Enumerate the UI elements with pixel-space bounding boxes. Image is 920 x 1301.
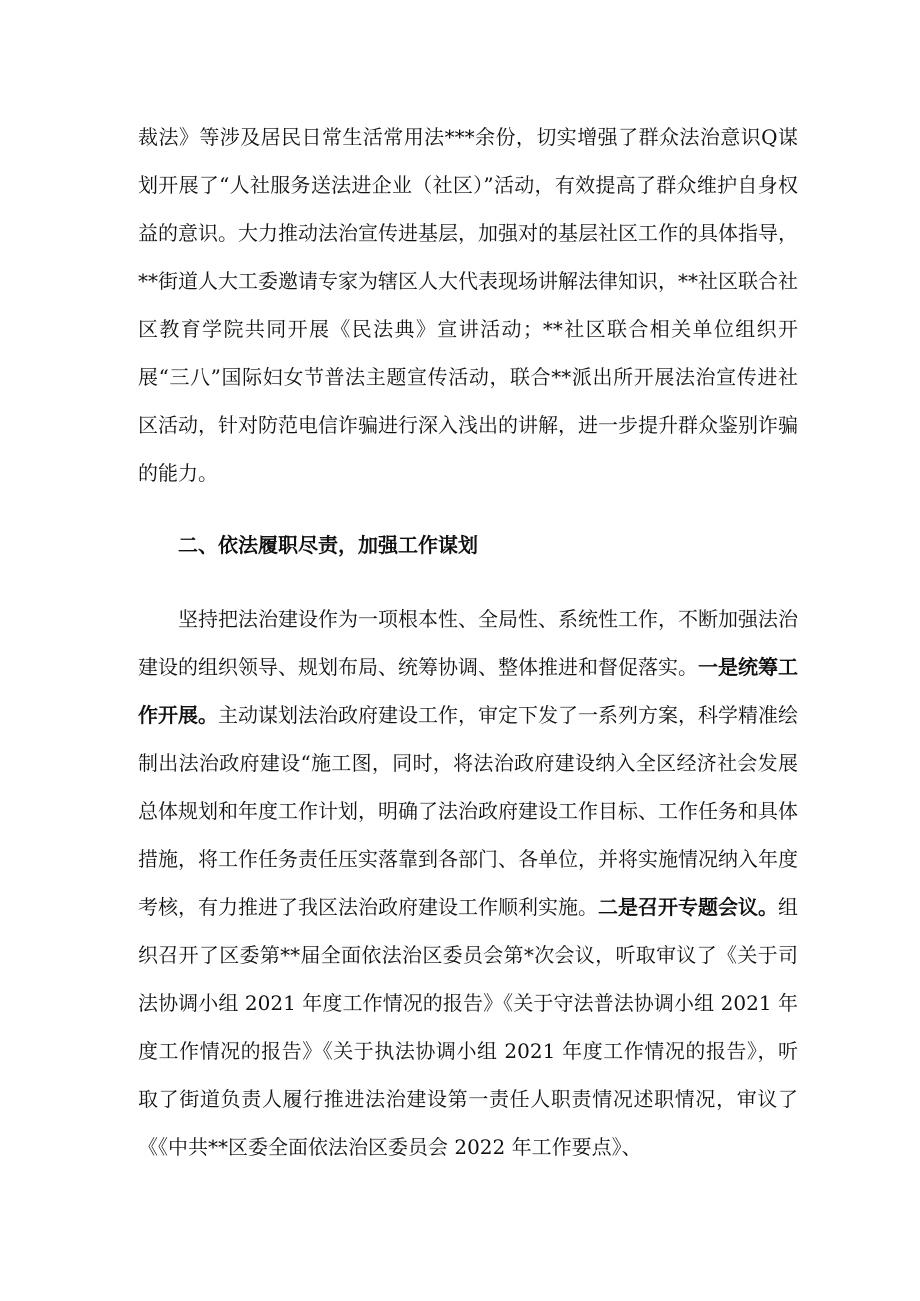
document-body [138,113,798,1171]
point-2-title: 二是召开专题会议。 [598,895,778,919]
point-1-title: 一是统筹工作开展。 [138,655,798,727]
spacer [138,497,798,521]
spacer [138,569,798,595]
paragraph-work-planning [138,595,798,1171]
point-2-body: 组织召开了区委第**届全面依法治区委员会第*次会议，听取审议了《关于司法协调小组 2021 年度工作情况的报告》《关于守法普法协调小组 2021 年度工作情况的报告》《关于执法协调小组 2021 年度工作情况的报告》，听取了街道负责人履行推进法治建设第一责任人职责情况述职情况，审议了《《中共**区委全面依法治区委员会 2022 年工作要点》、 [138,895,798,1159]
paragraph-law-publicity-text: 裁法》等涉及居民日常生活常用法***余份，切实增强了群众法治意识Q谋划开展了“人社服务送法进企业（社区）”活动，有效提高了群众维护自身权益的意识。大力推动法治宣传进基层，加强对的基层社区工作的具体指导，**街道人大工委邀请专家为辖区人大代表现场讲解法律知识，**社区联合社区教育学院共同开展《民法典》宣讲活动；**社区联合相关单位组织开展“三八”国际妇女节普法主题宣传活动，联合**派出所开展法治宣传进社区活动，针对防范电信诈骗进行深入浅出的讲解，进一步提升群众鉴别诈骗的能力。 [138,125,798,485]
section-heading-2: 二、依法履职尽责，加强工作谋划 [178,533,478,557]
paragraph-law-publicity [138,113,798,497]
paragraph-intro-text: 坚持把法治建设作为一项根本性、全局性、系统性工作，不断加强法治建设的组织领导、规划布局、统筹协调、整体推进和督促落实。 [138,607,798,679]
point-1-body: 主动谋划法治政府建设工作，审定下发了一系列方案，科学精准绘制出法治政府建设“施工图，同时，将法治政府建设纳入全区经济社会发展总体规划和年度工作计划，明确了法治政府建设工作目标、工作任务和具体措施，将工作任务责任压实落靠到各部门、各单位，并将实施情况纳入年度考核，有力推进了我区法治政府建设工作顺利实施。 [138,703,798,919]
